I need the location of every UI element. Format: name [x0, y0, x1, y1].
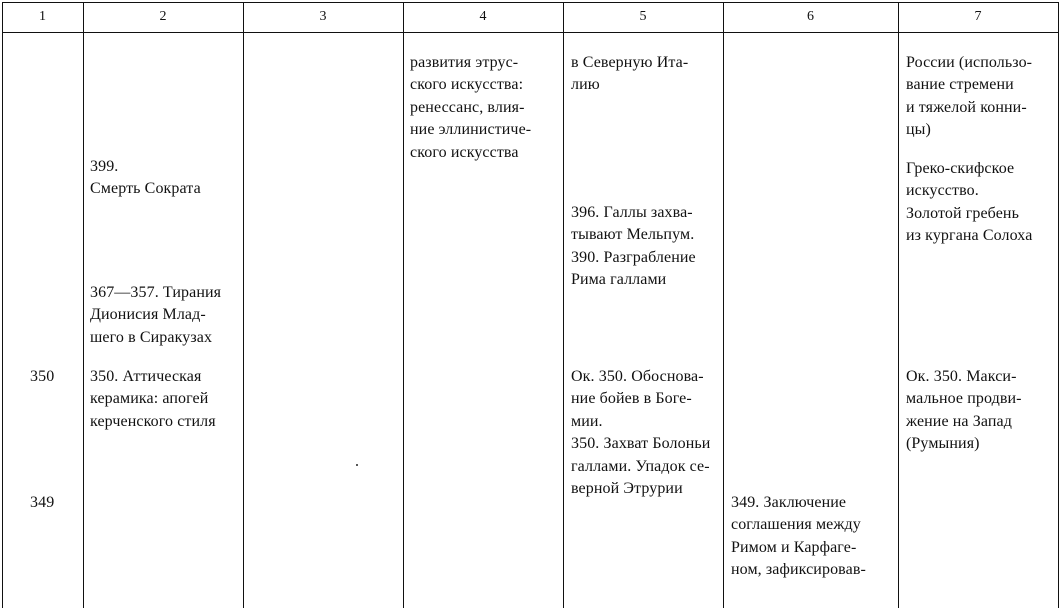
entry-greco-scythian-art: Греко-скифское искусство. Золотой гребень из кургана Солоха: [906, 160, 1033, 245]
column-border-1-2: [83, 2, 84, 608]
entry-death-of-socrates: 399. Смерть Сократа: [90, 158, 201, 198]
print-speck: [356, 464, 358, 466]
column-border-right: [1058, 2, 1059, 608]
column-header-6: 6: [807, 9, 814, 24]
entry-north-italy: в Северную Ита- лию: [571, 54, 689, 94]
column-border-4-5: [563, 2, 564, 608]
column-border-left: [2, 2, 3, 608]
column-header-2: 2: [159, 9, 167, 24]
entry-gauls-melpum: 396. Галлы захва- тывают Мельпум. 390. Разграбление Рима галлами: [571, 204, 696, 289]
entry-attic-ceramics: 350. Аттическая керамика: апогей керченского стиля: [90, 368, 216, 430]
year-label-350: 350: [30, 368, 55, 385]
column-header-1: 1: [39, 9, 46, 24]
entry-max-advance-west: Ок. 350. Макси- мальное продви- жение на Запад (Румыния): [906, 368, 1022, 453]
entry-rome-carthage-treaty: 349. Заключение соглашения между Римом и Карфаге- ном, зафиксировав-: [731, 494, 866, 579]
column-header-7: 7: [974, 9, 982, 24]
column-header-4: 4: [479, 9, 487, 24]
column-border-3-4: [403, 2, 404, 608]
column-header-5: 5: [639, 9, 647, 24]
column-header-3: 3: [319, 9, 327, 24]
entry-russia-stirrup: России (использо- вание стремени и тяжелой конни- цы): [906, 54, 1033, 139]
table-top-border: [2, 2, 1059, 3]
year-label-349: 349: [30, 494, 55, 511]
header-bottom-border: [2, 32, 1059, 33]
column-border-6-7: [898, 2, 899, 608]
entry-boii-bohemia: Ок. 350. Обоснова- ние бойев в Боге- мии. 350. Захват Болоньи галлами. Упадок се- верной Этрурии: [571, 368, 711, 498]
entry-etruscan-art: развития этрус- ского искусства: ренессанс, влия- ние эллинистиче- ского искусства: [410, 54, 532, 161]
column-border-2-3: [243, 2, 244, 608]
column-border-5-6: [723, 2, 724, 608]
entry-tyranny-dionysius: 367—357. Тирания Дионисия Млад- шего в Сиракузах: [90, 284, 222, 346]
